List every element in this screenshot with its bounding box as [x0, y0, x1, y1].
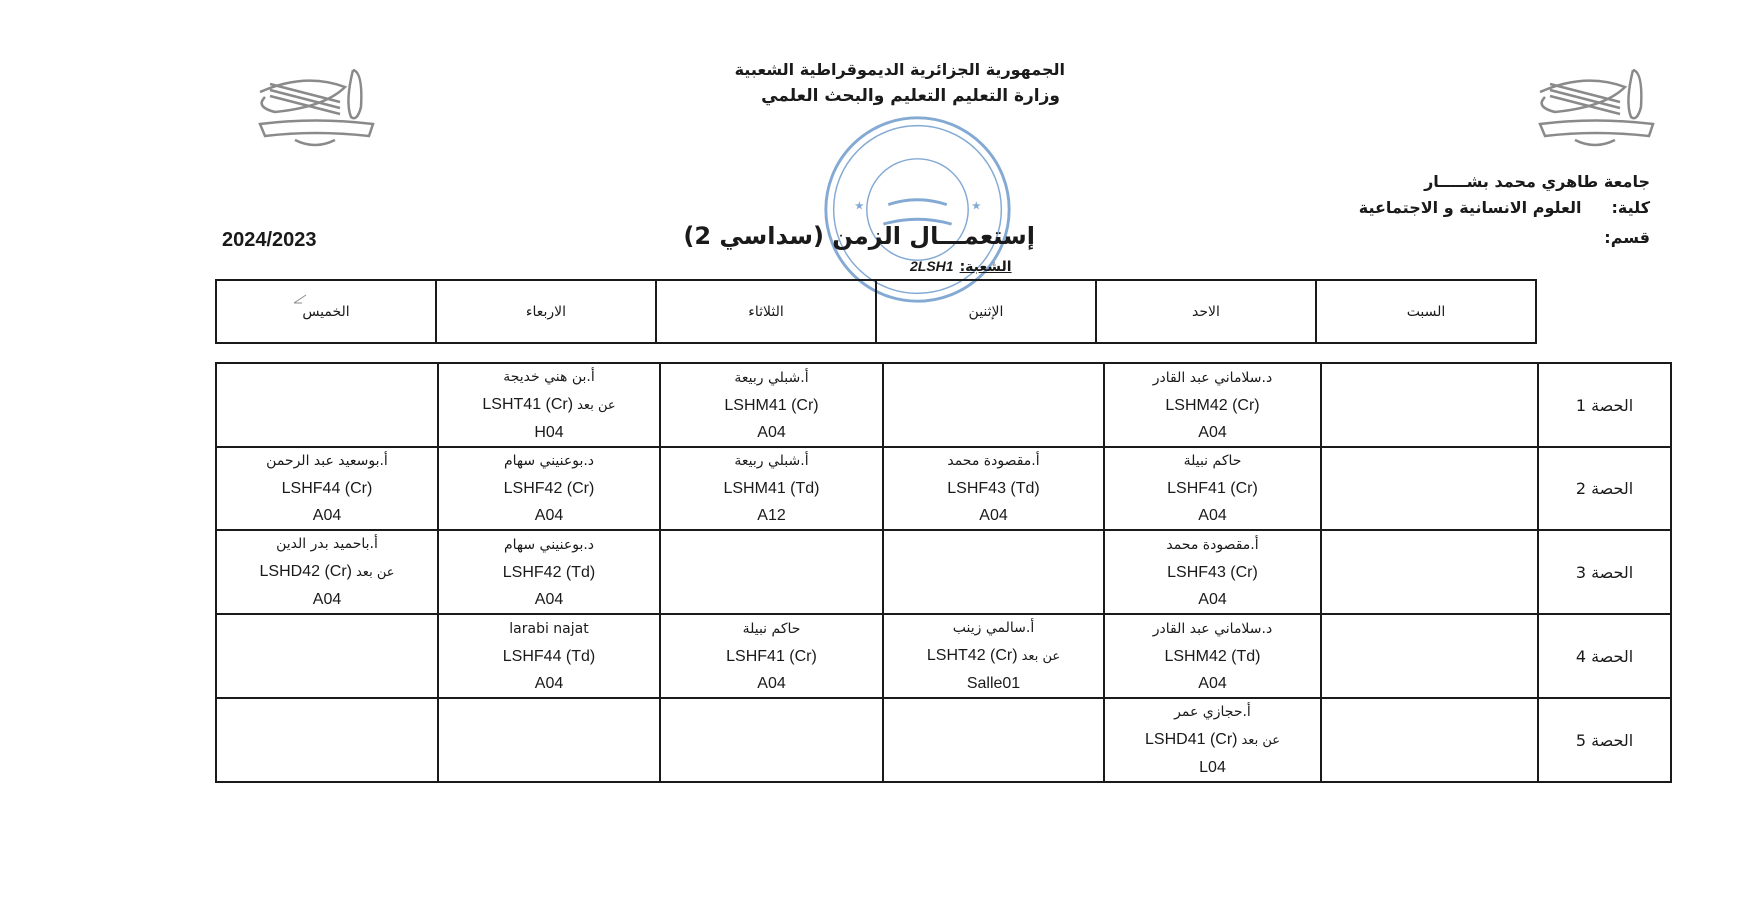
course-code: LSHD42 (Cr): [259, 563, 352, 580]
faculty-value: العلوم الانسانية و الاجتماعية: [1358, 198, 1582, 217]
course-line: [1105, 726, 1320, 754]
schedule-cell-tuesday: [660, 614, 883, 698]
schedule-cell-monday: [883, 698, 1104, 782]
course-code: LSHD41 (Cr): [1145, 731, 1238, 748]
course-code: LSHF41 (Cr): [1167, 480, 1258, 497]
remote-label: عن بعد: [1021, 649, 1061, 664]
remote-label: عن بعد: [1241, 733, 1280, 748]
schedule-cell-thursday: [216, 363, 438, 447]
course-code: LSHF44 (Td): [502, 647, 596, 665]
ministry-heading: وزارة التعليم التعليم والبحث العلمي: [761, 86, 1060, 106]
teacher-name: أ.مقصودة محمد: [947, 453, 1040, 469]
course-code: LSHM42 (Td): [1164, 647, 1261, 665]
teacher-name: أ.باحميد بدر الدين: [276, 536, 378, 552]
course-code: LSHF42 (Td): [502, 563, 596, 581]
schedule-body: [216, 363, 1671, 782]
teacher-name: أ.حجازي عمر: [1174, 704, 1251, 720]
teacher-name: أ.بوسعيد عبد الرحمن: [266, 453, 388, 469]
schedule-cell-saturday: [1321, 530, 1538, 614]
course-line: [217, 558, 437, 586]
room-code: A04: [1198, 507, 1227, 524]
teacher-name: حاكم نبيلة: [742, 620, 801, 637]
schedule-cell-monday: [883, 614, 1104, 698]
teacher-name: أ.سالمي زينب: [952, 620, 1035, 636]
schedule-cell-wednesday: [438, 698, 660, 782]
teacher-name: د.بوعنيني سهام: [503, 453, 595, 469]
department-label: قسم:: [1604, 228, 1650, 247]
course-line: [661, 392, 882, 419]
room-code: A04: [312, 591, 342, 608]
university-logo-right: [1525, 62, 1665, 152]
course-line: [439, 391, 659, 419]
course-code: LSHM42 (Cr): [1165, 396, 1260, 414]
section-label: الشعبة:: [959, 259, 1012, 275]
period-row: [216, 614, 1671, 698]
period-row: [216, 698, 1671, 782]
academic-year: 2024/2023: [222, 229, 317, 251]
course-code: LSHF43 (Td): [947, 480, 1040, 497]
day-header-monday: الإثنين: [876, 280, 1096, 343]
course-line: [1105, 559, 1320, 586]
pen-tick-mark: [293, 294, 307, 304]
schedule-cell-sunday: [1104, 698, 1321, 782]
official-stamp: [820, 112, 1015, 307]
room-code: L04: [1199, 759, 1226, 776]
course-line: [1105, 475, 1320, 502]
remote-label: عن بعد: [355, 565, 395, 580]
schedule-cell-sunday: [1104, 530, 1321, 614]
schedule-cell-wednesday: [438, 614, 660, 698]
svg-text:★: ★: [971, 199, 982, 213]
schedule-table: [215, 362, 1672, 783]
period-label: الحصة 2: [1538, 447, 1671, 530]
period-label: الحصة 5: [1538, 698, 1671, 782]
schedule-cell-saturday: [1321, 698, 1538, 782]
teacher-name: أ.شبلي ربيعة: [734, 369, 809, 386]
room-code: A04: [312, 507, 342, 524]
course-line: [884, 642, 1103, 670]
schedule-cell-monday: [883, 530, 1104, 614]
schedule-cell-wednesday: [438, 447, 660, 530]
course-line: [217, 475, 437, 502]
schedule-cell-thursday: [216, 698, 438, 782]
room-code: Salle01: [966, 675, 1021, 692]
course-code: LSHF44 (Cr): [281, 480, 373, 497]
day-header-sunday: الاحد: [1096, 280, 1316, 343]
schedule-cell-tuesday: [660, 447, 883, 530]
room-code: A04: [757, 423, 786, 441]
schedule-cell-thursday: [216, 530, 438, 614]
course-code: LSHT41 (Cr): [482, 396, 574, 413]
teacher-name: د.سلاماني عبد القادر: [1152, 369, 1273, 386]
teacher-name: أ.مقصودة محمد: [1166, 536, 1259, 553]
schedule-cell-wednesday: [438, 530, 660, 614]
course-line: [439, 475, 659, 502]
course-line: [439, 559, 659, 586]
course-code: LSHF43 (Cr): [1167, 563, 1258, 581]
schedule-cell-monday: [883, 363, 1104, 447]
days-header-table: [215, 279, 1537, 344]
room-code: A04: [534, 507, 564, 524]
schedule-cell-sunday: [1104, 363, 1321, 447]
schedule-cell-saturday: [1321, 614, 1538, 698]
schedule-cell-saturday: [1321, 447, 1538, 530]
university-name: جامعة طاهري محمد بشـــــار: [1424, 172, 1650, 191]
room-code: A04: [534, 674, 564, 692]
schedule-cell-monday: [883, 447, 1104, 530]
remote-label: عن بعد: [577, 398, 616, 413]
period-label: الحصة 1: [1538, 363, 1671, 447]
teacher-name: حاكم نبيلة: [1183, 453, 1242, 469]
day-header-wednesday: الاربعاء: [436, 280, 656, 343]
course-line: [661, 475, 882, 502]
period-row: [216, 363, 1671, 447]
room-code: A04: [1198, 674, 1227, 692]
course-line: [884, 475, 1103, 502]
republic-heading: الجمهورية الجزائرية الديموقراطية الشعبية: [734, 60, 1065, 79]
teacher-name: أ.بن هني خديجة: [503, 369, 595, 385]
course-line: [439, 643, 659, 670]
room-code: A04: [979, 507, 1008, 524]
schedule-cell-sunday: [1104, 447, 1321, 530]
course-code: LSHF42 (Cr): [503, 480, 595, 497]
schedule-cell-tuesday: [660, 363, 883, 447]
schedule-cell-tuesday: [660, 698, 883, 782]
day-header-tuesday: الثلاثاء: [656, 280, 876, 343]
days-header-row: [216, 280, 1536, 343]
period-label: الحصة 4: [1538, 614, 1671, 698]
room-code: H04: [534, 424, 564, 441]
teacher-name: د.سلاماني عبد القادر: [1152, 620, 1273, 637]
period-label: الحصة 3: [1538, 530, 1671, 614]
svg-text:★: ★: [854, 199, 865, 213]
course-line: [1105, 392, 1320, 419]
period-row: [216, 530, 1671, 614]
course-code: LSHM41 (Cr): [724, 396, 819, 414]
schedule-cell-thursday: [216, 447, 438, 530]
faculty-line: [1359, 198, 1650, 217]
university-logo-left: [245, 62, 385, 152]
room-code: A04: [534, 590, 564, 608]
room-code: A04: [757, 674, 786, 692]
room-code: A04: [1198, 423, 1227, 441]
schedule-cell-sunday: [1104, 614, 1321, 698]
teacher-name: larabi najat: [509, 620, 589, 637]
faculty-label: كلية:: [1611, 198, 1650, 217]
course-code: LSHF41 (Cr): [726, 647, 817, 665]
room-code: A04: [1198, 590, 1227, 608]
teacher-name: د.بوعنيني سهام: [503, 536, 595, 553]
schedule-cell-saturday: [1321, 363, 1538, 447]
course-line: [1105, 643, 1320, 670]
room-code: A12: [757, 507, 786, 524]
course-line: [661, 643, 882, 670]
section-line: [910, 258, 1012, 275]
section-value: 2LSH1: [910, 258, 954, 274]
teacher-name: أ.شبلي ربيعة: [734, 453, 809, 469]
course-code: LSHM41 (Td): [723, 480, 820, 497]
day-header-saturday: السبت: [1316, 280, 1536, 343]
page-title: إستعمـــال الزمن (سداسي 2): [683, 222, 1035, 250]
day-header-thursday: الخميس: [216, 280, 436, 343]
schedule-cell-thursday: [216, 614, 438, 698]
schedule-cell-wednesday: [438, 363, 660, 447]
period-row: [216, 447, 1671, 530]
course-code: LSHT42 (Cr): [926, 647, 1018, 664]
schedule-cell-tuesday: [660, 530, 883, 614]
